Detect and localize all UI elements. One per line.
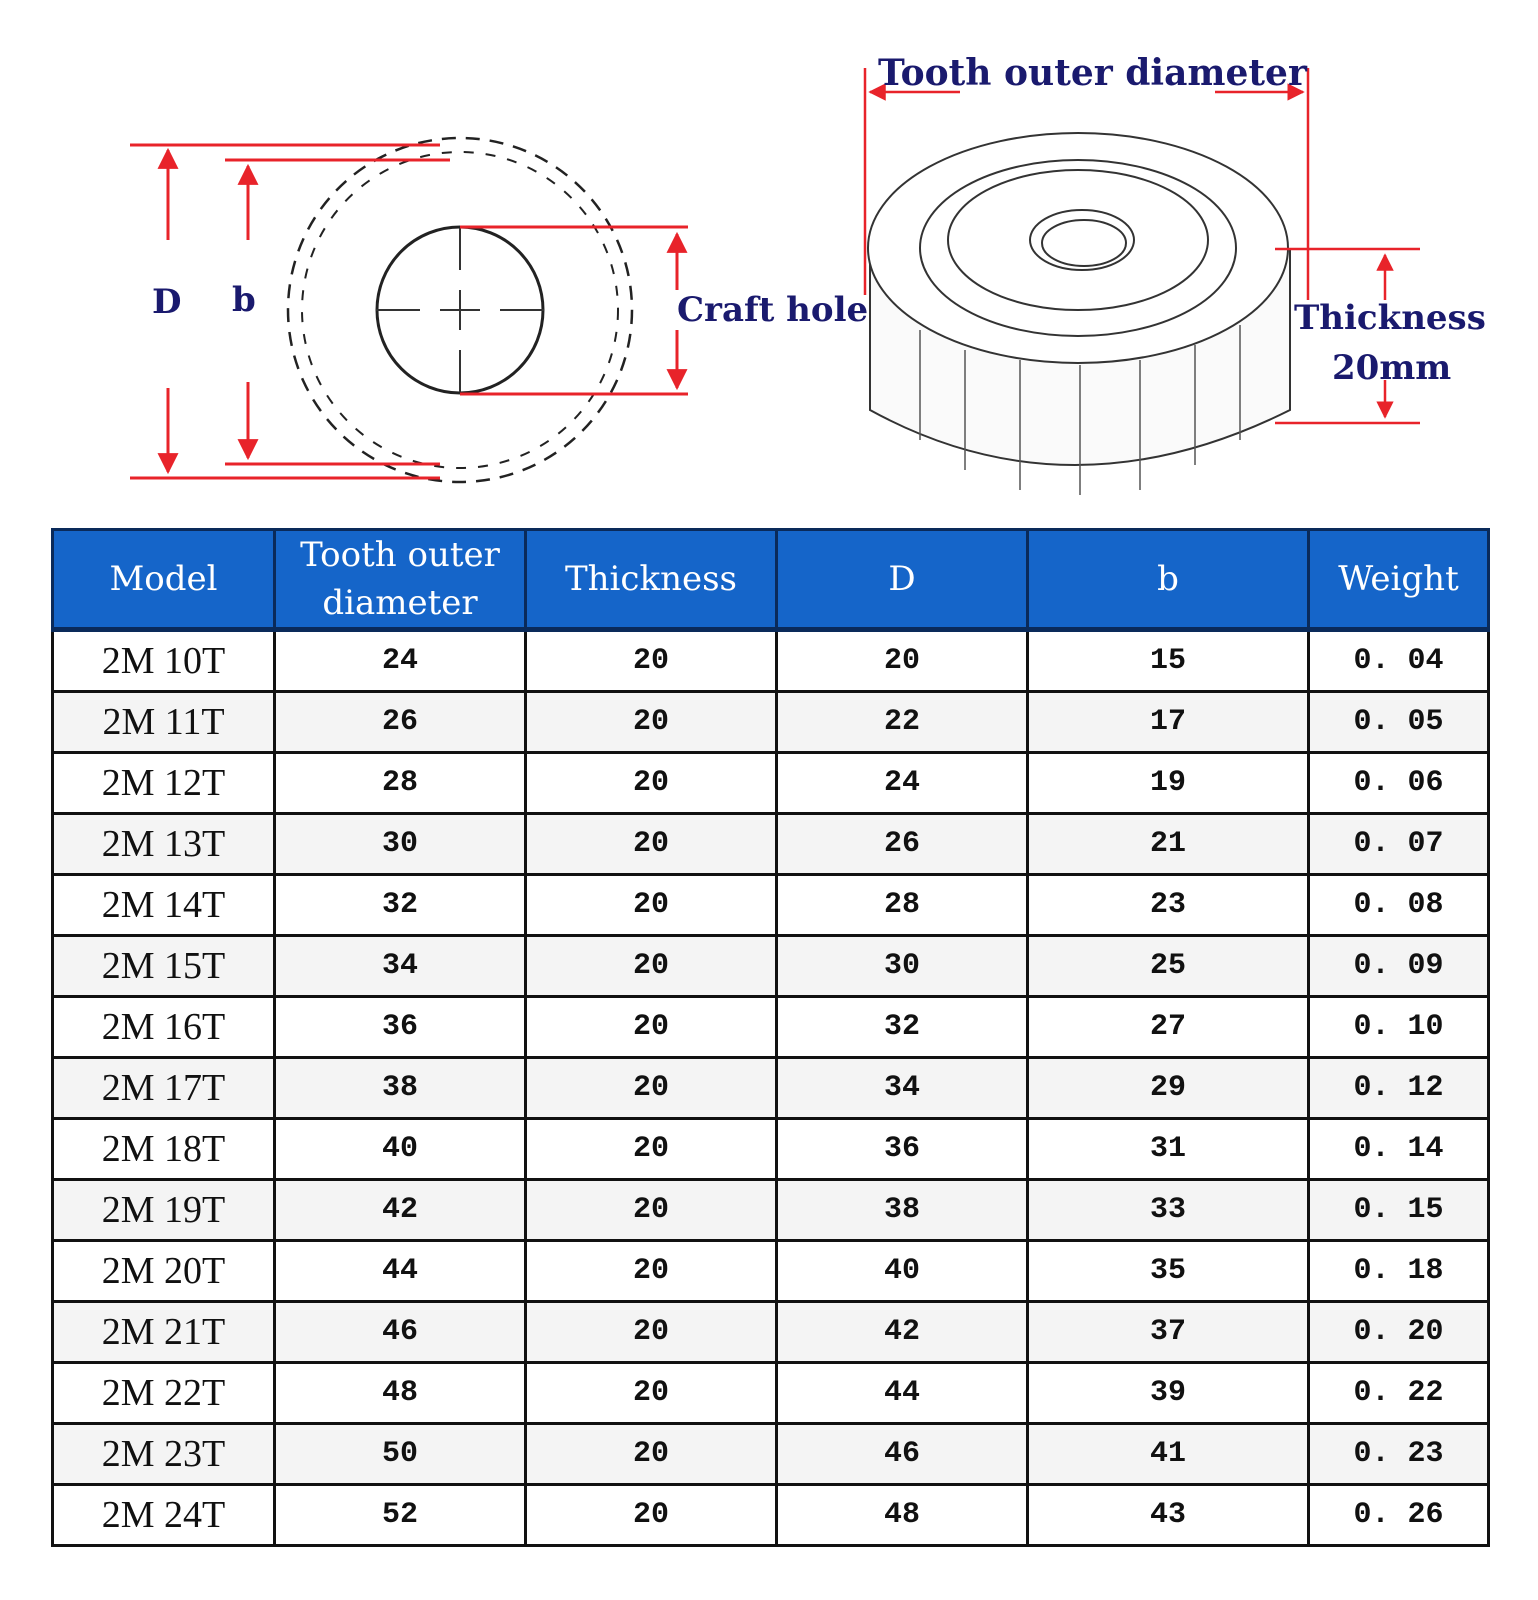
table-row — [53, 1180, 1489, 1241]
cell-tooth-outer-diameter: 38 — [275, 1058, 526, 1119]
cell-tooth-outer-diameter: 42 — [275, 1180, 526, 1241]
cell-model: 2M 17T — [53, 1058, 275, 1119]
cell-tooth-outer-diameter: 52 — [275, 1485, 526, 1546]
cell-weight: 0. 23 — [1309, 1424, 1489, 1485]
cell-thickness: 20 — [526, 1485, 777, 1546]
table-row — [53, 936, 1489, 997]
cell-thickness: 20 — [526, 1058, 777, 1119]
table-row — [53, 630, 1489, 692]
cell-thickness: 20 — [526, 630, 777, 692]
cell-thickness: 20 — [526, 692, 777, 753]
table-row — [53, 1119, 1489, 1180]
cell-weight: 0. 18 — [1309, 1241, 1489, 1302]
cell-weight: 0. 10 — [1309, 997, 1489, 1058]
table-row — [53, 814, 1489, 875]
column-header-thickness: Thickness — [526, 530, 777, 630]
cell-D: 40 — [777, 1241, 1028, 1302]
cell-b: 33 — [1028, 1180, 1309, 1241]
cell-weight: 0. 07 — [1309, 814, 1489, 875]
column-header-weight: Weight — [1309, 530, 1489, 630]
cell-model: 2M 13T — [53, 814, 275, 875]
table-body — [53, 630, 1489, 1546]
thickness-value-label: 20mm — [1332, 348, 1452, 388]
cell-b: 21 — [1028, 814, 1309, 875]
cell-model: 2M 14T — [53, 875, 275, 936]
cell-D: 28 — [777, 875, 1028, 936]
cell-model: 2M 16T — [53, 997, 275, 1058]
column-header-D: D — [777, 530, 1028, 630]
cell-thickness: 20 — [526, 1180, 777, 1241]
cell-D: 26 — [777, 814, 1028, 875]
cell-model: 2M 10T — [53, 630, 275, 692]
cell-tooth-outer-diameter: 24 — [275, 630, 526, 692]
cell-D: 38 — [777, 1180, 1028, 1241]
cell-D: 36 — [777, 1119, 1028, 1180]
table-row — [53, 997, 1489, 1058]
cell-b: 17 — [1028, 692, 1309, 753]
cell-D: 30 — [777, 936, 1028, 997]
cell-D: 22 — [777, 692, 1028, 753]
cell-weight: 0. 05 — [1309, 692, 1489, 753]
cell-tooth-outer-diameter: 26 — [275, 692, 526, 753]
cell-weight: 0. 15 — [1309, 1180, 1489, 1241]
cell-model: 2M 15T — [53, 936, 275, 997]
cell-b: 25 — [1028, 936, 1309, 997]
cell-weight: 0. 12 — [1309, 1058, 1489, 1119]
tooth-outer-diameter-label: Tooth outer diameter — [878, 52, 1307, 94]
cell-model: 2M 22T — [53, 1363, 275, 1424]
cell-b: 31 — [1028, 1119, 1309, 1180]
cell-tooth-outer-diameter: 28 — [275, 753, 526, 814]
gear-drawings — [0, 0, 1538, 510]
cell-b: 23 — [1028, 875, 1309, 936]
cell-model: 2M 12T — [53, 753, 275, 814]
cell-weight: 0. 20 — [1309, 1302, 1489, 1363]
cell-D: 32 — [777, 997, 1028, 1058]
cell-D: 46 — [777, 1424, 1028, 1485]
table-row — [53, 753, 1489, 814]
cell-b: 15 — [1028, 630, 1309, 692]
dimension-label-b: b — [232, 280, 256, 320]
cell-model: 2M 24T — [53, 1485, 275, 1546]
cell-tooth-outer-diameter: 48 — [275, 1363, 526, 1424]
cell-weight: 0. 22 — [1309, 1363, 1489, 1424]
cell-D: 34 — [777, 1058, 1028, 1119]
table-row — [53, 1424, 1489, 1485]
cell-b: 43 — [1028, 1485, 1309, 1546]
cell-D: 48 — [777, 1485, 1028, 1546]
cell-D: 24 — [777, 753, 1028, 814]
cell-model: 2M 18T — [53, 1119, 275, 1180]
cell-b: 27 — [1028, 997, 1309, 1058]
cell-tooth-outer-diameter: 44 — [275, 1241, 526, 1302]
cell-model: 2M 19T — [53, 1180, 275, 1241]
dimension-label-D: D — [152, 282, 182, 322]
thickness-label: Thickness — [1294, 298, 1486, 338]
cell-weight: 0. 08 — [1309, 875, 1489, 936]
cell-thickness: 20 — [526, 814, 777, 875]
cell-model: 2M 11T — [53, 692, 275, 753]
cell-thickness: 20 — [526, 1119, 777, 1180]
cell-thickness: 20 — [526, 1241, 777, 1302]
cell-tooth-outer-diameter: 50 — [275, 1424, 526, 1485]
cell-weight: 0. 04 — [1309, 630, 1489, 692]
cell-thickness: 20 — [526, 997, 777, 1058]
table-row — [53, 1363, 1489, 1424]
cell-tooth-outer-diameter: 36 — [275, 997, 526, 1058]
cell-tooth-outer-diameter: 30 — [275, 814, 526, 875]
table-row — [53, 1302, 1489, 1363]
cell-weight: 0. 26 — [1309, 1485, 1489, 1546]
table-row — [53, 1485, 1489, 1546]
craft-hole-label: Craft hole — [677, 290, 869, 330]
cell-model: 2M 23T — [53, 1424, 275, 1485]
cell-b: 29 — [1028, 1058, 1309, 1119]
cell-b: 19 — [1028, 753, 1309, 814]
cell-thickness: 20 — [526, 936, 777, 997]
cell-thickness: 20 — [526, 753, 777, 814]
table-row — [53, 1241, 1489, 1302]
cell-thickness: 20 — [526, 1424, 777, 1485]
cell-tooth-outer-diameter: 32 — [275, 875, 526, 936]
cell-b: 41 — [1028, 1424, 1309, 1485]
cell-thickness: 20 — [526, 875, 777, 936]
cell-b: 35 — [1028, 1241, 1309, 1302]
cell-b: 39 — [1028, 1363, 1309, 1424]
cell-weight: 0. 06 — [1309, 753, 1489, 814]
cell-model: 2M 21T — [53, 1302, 275, 1363]
column-header-model: Model — [53, 530, 275, 630]
cell-weight: 0. 14 — [1309, 1119, 1489, 1180]
column-header-b: b — [1028, 530, 1309, 630]
cell-thickness: 20 — [526, 1302, 777, 1363]
cell-D: 42 — [777, 1302, 1028, 1363]
cell-D: 44 — [777, 1363, 1028, 1424]
table-row — [53, 1058, 1489, 1119]
cell-b: 37 — [1028, 1302, 1309, 1363]
cell-tooth-outer-diameter: 34 — [275, 936, 526, 997]
cell-D: 20 — [777, 630, 1028, 692]
iso-gear-icon — [868, 133, 1290, 495]
gear-spec-table — [51, 528, 1490, 1547]
cell-thickness: 20 — [526, 1363, 777, 1424]
table-row — [53, 875, 1489, 936]
table-header-row — [53, 530, 1489, 630]
cell-tooth-outer-diameter: 46 — [275, 1302, 526, 1363]
front-gear-icon — [288, 138, 632, 482]
column-header-tooth-outer-diameter: Tooth outer diameter — [275, 530, 526, 630]
cell-tooth-outer-diameter: 40 — [275, 1119, 526, 1180]
table-row — [53, 692, 1489, 753]
cell-weight: 0. 09 — [1309, 936, 1489, 997]
gear-dimension-diagram — [0, 0, 1538, 510]
cell-model: 2M 20T — [53, 1241, 275, 1302]
